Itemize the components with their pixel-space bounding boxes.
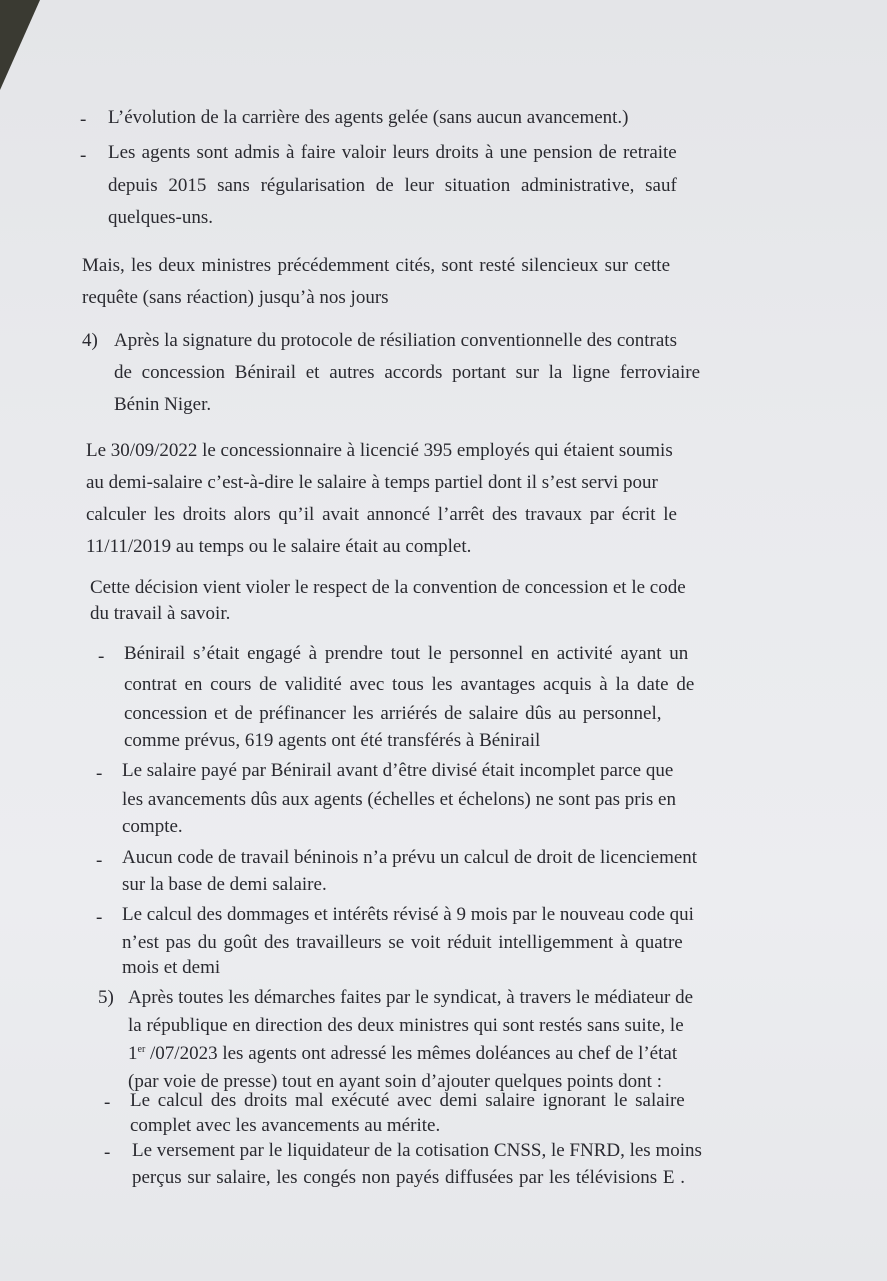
para-dismissal-line2: au demi-salaire c’est-à-dire le salaire à temps partiel dont il s’est servi pour (86, 472, 658, 493)
para-dismissal-line1: Le 30/09/2022 le concessionnaire à licencié 395 employés qui étaient soumis (86, 440, 673, 461)
bullet-dash: - (96, 763, 103, 784)
para-dismissal-line3: calculer les droits alors qu’il avait annoncé l’arrêt des travaux par écrit le (86, 504, 677, 525)
item-5-line2: la république en direction des deux ministres qui sont restés sans suite, le (128, 1015, 684, 1036)
item-5-line4: (par voie de presse) tout en ayant soin d’ajouter quelques points dont : (128, 1071, 662, 1092)
item-4-line1: Après la signature du protocole de résiliation conventionnelle des contrats (114, 330, 677, 351)
bullet-dash: - (96, 850, 103, 871)
bullet-dash: - (80, 109, 87, 130)
bullet-pension-line2: depuis 2015 sans régularisation de leur situation administrative, sauf (108, 175, 677, 196)
bullet-calc-line2: complet avec les avancements au mérite. (130, 1115, 441, 1136)
bullet-salary-line1: Le salaire payé par Bénirail avant d’être divisé était incomplet parce que (122, 760, 674, 781)
item-5-line1: Après toutes les démarches faites par le syndicat, à travers le médiateur de (128, 987, 694, 1008)
bullet-benirail-line3: concession et de préfinancer les arriérés de salaire dûs au personnel, (124, 703, 662, 724)
bullet-damages-line2: n’est pas du goût des travailleurs se voit réduit intelligemment à quatre (122, 932, 683, 953)
bullet-benirail-line2: contrat en cours de validité avec tous les avantages acquis à la date de (124, 674, 695, 695)
bullet-dash: - (104, 1142, 111, 1163)
bullet-dash: - (96, 907, 103, 928)
bullet-labor-code-line2: sur la base de demi salaire. (122, 874, 327, 895)
page-corner-shadow (0, 0, 40, 90)
bullet-damages-line3: mois et demi (122, 957, 221, 978)
bullet-benirail-line4: comme prévus, 619 agents ont été transférés à Bénirail (124, 730, 541, 751)
bullet-benirail-line1: Bénirail s’était engagé à prendre tout le personnel en activité ayant un (124, 643, 689, 664)
para-violation-line2: du travail à savoir. (90, 603, 231, 624)
item-5-date-sup: er (137, 1044, 146, 1055)
bullet-pension-line1: Les agents sont admis à faire valoir leurs droits à une pension de retraite (108, 142, 677, 163)
item-5-date-rest: /07/2023 les agents ont adressé les mêmes doléances au chef de l’état (145, 1043, 678, 1064)
bullet-dash: - (80, 145, 87, 166)
bullet-calc-line1: Le calcul des droits mal exécuté avec demi salaire ignorant le salaire (130, 1090, 685, 1111)
bullet-payment-line1: Le versement par le liquidateur de la cotisation CNSS, le FNRD, les moins (132, 1140, 702, 1161)
bullet-salary-line3: compte. (122, 816, 183, 837)
bullet-damages-line1: Le calcul des dommages et intérêts révisé à 9 mois par le nouveau code qui (122, 904, 694, 925)
bullet-dash: - (98, 646, 105, 667)
para-dismissal-line4: 11/11/2019 au temps ou le salaire était au complet. (86, 536, 472, 557)
para-ministers-line2: requête (sans réaction) jusqu’à nos jours (82, 287, 389, 308)
para-ministers-line1: Mais, les deux ministres précédemment cités, sont resté silencieux sur cette (82, 255, 670, 276)
item-4-line2: de concession Bénirail et autres accords portant sur la ligne ferroviaire (114, 362, 701, 383)
item-4-number: 4) (82, 330, 98, 351)
bullet-dash: - (104, 1092, 111, 1113)
bullet-labor-code-line1: Aucun code de travail béninois n’a prévu un calcul de droit de licenciement (122, 847, 698, 868)
bullet-salary-line2: les avancements dûs aux agents (échelles et échelons) ne sont pas pris en (122, 789, 676, 810)
item-5-date-day: 1 (128, 1043, 138, 1064)
item-5-line3 (128, 1044, 677, 1063)
item-4-line3: Bénin Niger. (114, 394, 212, 415)
para-violation-line1: Cette décision vient violer le respect de la convention de concession et le code (90, 577, 686, 598)
bullet-payment-line2: perçus sur salaire, les congés non payés diffusées par les télévisions E . (132, 1167, 685, 1188)
item-5-number: 5) (98, 987, 114, 1008)
bullet-career-frozen: L’évolution de la carrière des agents gelée (sans aucun avancement.) (108, 107, 629, 128)
bullet-pension-line3: quelques-uns. (108, 207, 214, 228)
